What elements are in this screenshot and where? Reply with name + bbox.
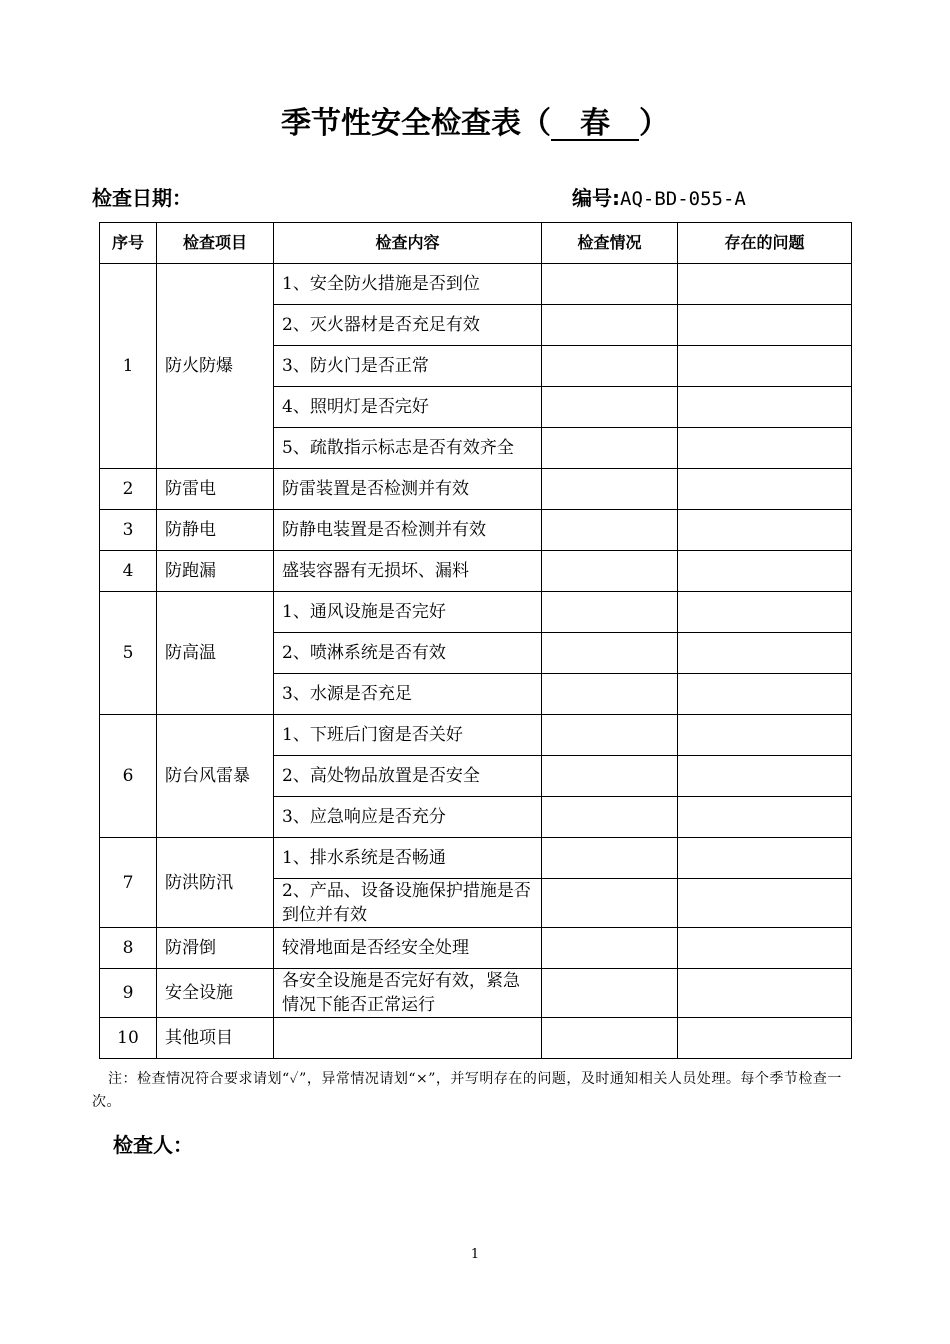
check-content: 2、灭火器材是否充足有效: [274, 305, 542, 346]
check-content: 3、防火门是否正常: [274, 346, 542, 387]
page-title: [0, 104, 950, 144]
check-content: 1、排水系统是否畅通: [274, 838, 542, 879]
check-status-cell[interactable]: [542, 838, 678, 879]
check-content: 各安全设施是否完好有效，紧急情况下能否正常运行: [274, 969, 542, 1018]
existing-issues-cell[interactable]: [678, 346, 852, 387]
check-content: 5、疏散指示标志是否有效齐全: [274, 428, 542, 469]
form-code: [572, 184, 746, 213]
check-content: 1、安全防火措施是否到位: [274, 264, 542, 305]
table-row: [100, 969, 852, 1018]
existing-issues-cell[interactable]: [678, 674, 852, 715]
check-status-cell[interactable]: [542, 428, 678, 469]
form-code-value: AQ-BD-055-A: [620, 188, 746, 210]
row-number: 9: [100, 969, 157, 1018]
column-header: 序号: [100, 223, 157, 264]
existing-issues-cell[interactable]: [678, 838, 852, 879]
existing-issues-cell[interactable]: [678, 592, 852, 633]
check-content: 2、高处物品放置是否安全: [274, 756, 542, 797]
existing-issues-cell[interactable]: [678, 756, 852, 797]
title-prefix: 季节性安全检查表（: [281, 106, 551, 141]
column-header: 检查内容: [274, 223, 542, 264]
check-item: 防洪防汛: [157, 838, 274, 928]
row-number: 1: [100, 264, 157, 469]
footnote: 注：检查情况符合要求请划“✓”，异常情况请划“×”，并写明存在的问题，及时通知相关人员处理。每个季节检查一次。: [92, 1071, 842, 1110]
check-status-cell[interactable]: [542, 756, 678, 797]
existing-issues-cell[interactable]: [678, 715, 852, 756]
check-item: 防跑漏: [157, 551, 274, 592]
check-item: 防火防爆: [157, 264, 274, 469]
existing-issues-cell[interactable]: [678, 387, 852, 428]
check-content: 4、照明灯是否完好: [274, 387, 542, 428]
check-status-cell[interactable]: [542, 387, 678, 428]
check-content: 3、水源是否充足: [274, 674, 542, 715]
existing-issues-cell[interactable]: [678, 633, 852, 674]
check-content: 2、产品、设备设施保护措施是否到位并有效: [274, 879, 542, 928]
check-status-cell[interactable]: [542, 469, 678, 510]
check-content: 较滑地面是否经安全处理: [274, 928, 542, 969]
inspection-date-label: 检查日期：: [92, 186, 192, 210]
check-status-cell[interactable]: [542, 633, 678, 674]
column-header: 存在的问题: [678, 223, 852, 264]
check-item: 防雷电: [157, 469, 274, 510]
row-number: 10: [100, 1018, 157, 1059]
table-row: [100, 469, 852, 510]
existing-issues-cell[interactable]: [678, 428, 852, 469]
form-code-label: 编号:: [572, 186, 620, 210]
row-number: 6: [100, 715, 157, 838]
table-header-row: [100, 223, 852, 264]
existing-issues-cell[interactable]: [678, 879, 852, 928]
check-item: 其他项目: [157, 1018, 274, 1059]
existing-issues-cell[interactable]: [678, 797, 852, 838]
inspection-table: [99, 222, 852, 1059]
check-status-cell[interactable]: [542, 797, 678, 838]
check-content: [274, 1018, 542, 1059]
row-number: 8: [100, 928, 157, 969]
table-row: [100, 1018, 852, 1059]
check-status-cell[interactable]: [542, 1018, 678, 1059]
check-item: 安全设施: [157, 969, 274, 1018]
table-row: [100, 592, 852, 633]
check-item: 防滑倒: [157, 928, 274, 969]
check-item: 防台风雷暴: [157, 715, 274, 838]
check-status-cell[interactable]: [542, 715, 678, 756]
row-number: 7: [100, 838, 157, 928]
check-content: 防雷装置是否检测并有效: [274, 469, 542, 510]
table-row: [100, 838, 852, 879]
table-row: [100, 551, 852, 592]
row-number: 2: [100, 469, 157, 510]
existing-issues-cell[interactable]: [678, 969, 852, 1018]
existing-issues-cell[interactable]: [678, 305, 852, 346]
check-content: 1、下班后门窗是否关好: [274, 715, 542, 756]
table-row: [100, 264, 852, 305]
inspector-label: 检查人：: [113, 1133, 193, 1157]
check-status-cell[interactable]: [542, 879, 678, 928]
existing-issues-cell[interactable]: [678, 510, 852, 551]
check-content: 防静电装置是否检测并有效: [274, 510, 542, 551]
season-field[interactable]: 春: [551, 109, 639, 141]
existing-issues-cell[interactable]: [678, 469, 852, 510]
check-content: 3、应急响应是否充分: [274, 797, 542, 838]
check-content: 1、通风设施是否完好: [274, 592, 542, 633]
table-row: [100, 928, 852, 969]
row-number: 3: [100, 510, 157, 551]
check-status-cell[interactable]: [542, 346, 678, 387]
check-status-cell[interactable]: [542, 264, 678, 305]
column-header: 检查项目: [157, 223, 274, 264]
row-number: 4: [100, 551, 157, 592]
existing-issues-cell[interactable]: [678, 1018, 852, 1059]
existing-issues-cell[interactable]: [678, 551, 852, 592]
check-status-cell[interactable]: [542, 510, 678, 551]
check-status-cell[interactable]: [542, 551, 678, 592]
table-row: [100, 510, 852, 551]
check-status-cell[interactable]: [542, 928, 678, 969]
row-number: 5: [100, 592, 157, 715]
column-header: 检查情况: [542, 223, 678, 264]
check-item: 防高温: [157, 592, 274, 715]
check-status-cell[interactable]: [542, 592, 678, 633]
check-status-cell[interactable]: [542, 674, 678, 715]
check-status-cell[interactable]: [542, 969, 678, 1018]
existing-issues-cell[interactable]: [678, 264, 852, 305]
existing-issues-cell[interactable]: [678, 928, 852, 969]
check-content: 2、喷淋系统是否有效: [274, 633, 542, 674]
title-suffix: ）: [639, 106, 669, 141]
page-number: 1: [470, 1247, 480, 1262]
check-content: 盛装容器有无损坏、漏料: [274, 551, 542, 592]
check-item: 防静电: [157, 510, 274, 551]
table-row: [100, 715, 852, 756]
check-status-cell[interactable]: [542, 305, 678, 346]
